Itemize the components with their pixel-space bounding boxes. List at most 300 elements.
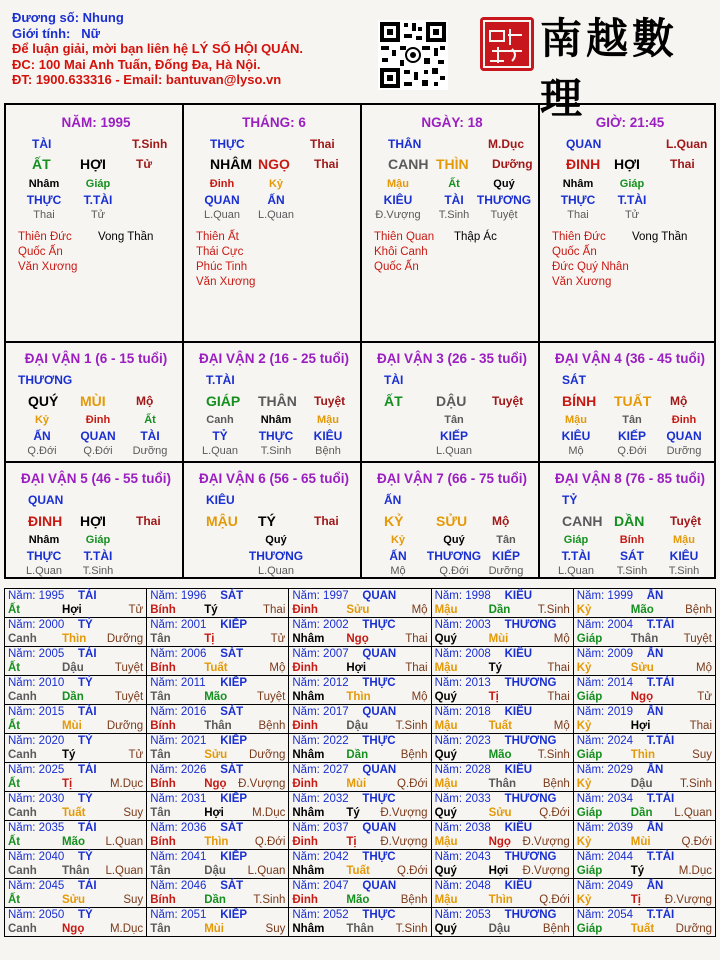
annual-cell (289, 792, 431, 821)
annual-stem: Đinh (292, 836, 318, 848)
annual-stem: Nhâm (292, 691, 325, 703)
annual-stage: Đ.Vượng (664, 894, 712, 906)
decade-hidden-god: ẤN (33, 429, 51, 443)
annual-year: Năm: 2031 (150, 793, 207, 805)
pillar-hidden-stage: Tuyệt (490, 209, 518, 221)
annual-stem: Canh (8, 923, 37, 935)
annual-cell (573, 618, 715, 647)
annual-branch: Tý (488, 662, 502, 674)
annual-stem: Tân (150, 807, 171, 819)
annual-year: Năm: 2022 (292, 735, 349, 747)
annual-year: Năm: 2040 (8, 851, 65, 863)
annual-stage: Q.Đới (254, 836, 286, 848)
annual-stem: Ất (8, 720, 21, 732)
annual-cell (573, 647, 715, 676)
annual-stage: L.Quan (105, 836, 144, 848)
decade-hidden-stem: Đinh (671, 414, 697, 426)
annual-year: Năm: 2009 (576, 648, 634, 660)
annual-ten-god: ẤN (646, 764, 664, 776)
pillar-hidden-stage: L.Quan (203, 209, 241, 221)
annual-stage: Dưỡng (106, 720, 144, 732)
decade-branch: DẦN (614, 513, 645, 529)
pillar-hidden-god: THỰC (26, 193, 62, 207)
annual-branch: Sửu (346, 604, 370, 616)
decade-hidden-god: KIẾP (491, 549, 521, 563)
annual-branch: Hợi (62, 604, 82, 616)
annual-branch: Thân (62, 865, 90, 877)
annual-stem: Nhâm (292, 865, 325, 877)
annual-stem: Quý (434, 807, 457, 819)
decade-hidden-stem: Tân (496, 534, 516, 546)
annual-stage: Mộ (269, 662, 286, 674)
annual-stem: Bính (150, 778, 176, 790)
decade-stem: ĐINH (28, 513, 63, 529)
annual-stage: M.Dục (109, 778, 144, 790)
decade-hidden-stem: Quý (443, 534, 465, 546)
annual-stem: Kỷ (576, 836, 592, 848)
annual-stage: Mộ (553, 720, 570, 732)
annual-ten-god: SÁT (220, 648, 244, 660)
annual-cell (5, 821, 147, 850)
annual-stem: Mậu (434, 604, 458, 616)
annual-branch: Tị (488, 691, 499, 703)
annual-branch: Thân (346, 923, 374, 935)
decade-title: ĐẠI VẬN 6 (56 - 65 tuổi) (198, 471, 350, 486)
annual-stage: Tuyệt (114, 691, 144, 703)
decade-hidden-stage: Bệnh (315, 445, 341, 457)
annual-cell (431, 589, 573, 618)
annual-row (5, 879, 716, 908)
pillar-hidden-stage: Thai (33, 209, 55, 221)
annual-year: Năm: 2037 (292, 822, 349, 834)
decade-stage: Tuyệt (492, 394, 524, 408)
decade-hidden-stage: L.Quan (257, 565, 295, 577)
pillar-star: Thiên Đức (18, 231, 72, 243)
annual-cell (289, 647, 431, 676)
annual-ten-god: THƯƠNG (504, 851, 557, 863)
annual-stem: Quý (434, 923, 457, 935)
annual-stem: Mậu (434, 894, 458, 906)
annual-stage: Dưỡng (675, 923, 712, 935)
pillar-stem: NHÂM (210, 156, 252, 172)
annual-ten-god: T.TÀI (646, 851, 675, 863)
annual-ten-god: THƯƠNG (504, 793, 557, 805)
annual-cell (147, 821, 289, 850)
brand-logo: 南越數理 (540, 14, 679, 123)
pillar-hidden-stem: Nhâm (28, 178, 60, 190)
annual-stage: Đ.Vượng (238, 778, 286, 790)
annual-stage: T.Sinh (537, 604, 570, 616)
pillar-title: NGÀY: 18 (421, 115, 483, 130)
annual-stage: Đ.Vượng (522, 865, 570, 877)
annual-year: Năm: 2006 (150, 648, 207, 660)
pillar-hidden-god: THỰC (560, 193, 596, 207)
decade-branch: DẬU (436, 393, 467, 409)
pillar-hidden-stage: Tử (624, 209, 640, 221)
annual-year: Năm: 2019 (576, 706, 634, 718)
annual-stem: Giáp (576, 923, 603, 935)
annual-year: Năm: 2032 (292, 793, 349, 805)
annual-year: Năm: 2025 (8, 764, 65, 776)
pillar-hidden-god: T.TÀI (617, 193, 647, 207)
annual-cell (5, 589, 147, 618)
annual-branch: Tý (204, 604, 218, 616)
annual-year: Năm: 2008 (434, 648, 491, 660)
annual-ten-god: KIẾP (220, 677, 248, 689)
decade-stage: Thai (136, 514, 161, 528)
annual-ten-god: TỶ (78, 619, 93, 631)
decade-hidden-stem: Canh (206, 414, 234, 426)
annual-branch: Ngọ (488, 836, 511, 848)
decade-hidden-god: KIÊU (669, 549, 699, 563)
decade-ten-god: T.TÀI (206, 373, 235, 387)
pillar-star: Thập Ác (454, 231, 497, 243)
annual-stage: T.Sinh (537, 749, 570, 761)
annual-stem: Bính (150, 662, 176, 674)
annual-stem: Tân (150, 691, 171, 703)
annual-stage: Tuyệt (683, 633, 712, 645)
annual-stem: Quý (434, 633, 457, 645)
decade-stage: Mộ (670, 394, 688, 408)
annual-row (5, 821, 716, 850)
annual-stem: Mậu (434, 662, 458, 674)
annual-cell (431, 734, 573, 763)
pillar-ten-god: THỰC (210, 137, 245, 151)
annual-cell (5, 647, 147, 676)
annual-ten-god: SÁT (220, 822, 244, 834)
pillar-stage: Thai (670, 157, 695, 171)
pillar-star: Phúc Tinh (196, 261, 248, 273)
decade-branch: SỬU (436, 513, 468, 529)
annual-ten-god: ẤN (646, 880, 664, 892)
pillar-hidden-god: ẤN (267, 193, 285, 207)
annual-stage: Thai (689, 720, 712, 732)
annual-branch: Thìn (62, 633, 87, 645)
owner-name: Đương số: Nhung (12, 10, 124, 25)
pillar-hidden-stem: Mậu (387, 178, 409, 190)
annual-cell (431, 792, 573, 821)
annual-branch: Dần (488, 604, 511, 616)
annual-cell (5, 676, 147, 705)
annual-branch: Thìn (488, 894, 513, 906)
pillar-hidden-god: KIÊU (383, 193, 413, 207)
annual-cell (573, 908, 715, 937)
annual-branch: Sửu (488, 807, 512, 819)
annual-stage: T.Sinh (253, 894, 286, 906)
annual-ten-god: TÀI (78, 590, 97, 602)
annual-cell (431, 676, 573, 705)
annual-stem: Bính (150, 836, 176, 848)
decade-hidden-god: KIÊU (313, 429, 343, 443)
annual-stem: Ất (8, 894, 21, 906)
annual-luck-table (4, 588, 716, 937)
decade-hidden-god: THỰC (26, 549, 62, 563)
annual-stage: Q.Đới (681, 836, 712, 848)
annual-year: Năm: 2002 (292, 619, 349, 631)
annual-ten-god: QUAN (362, 648, 397, 660)
decade-hidden-stem: Kỷ (34, 414, 50, 426)
annual-cell (147, 850, 289, 879)
annual-year: Năm: 2048 (434, 880, 491, 892)
annual-stage: Thai (405, 633, 428, 645)
contact-address: ĐC: 100 Mai Anh Tuấn, Đống Đa, Hà Nội. (12, 56, 261, 72)
annual-cell (431, 850, 573, 879)
annual-cell (147, 647, 289, 676)
decade-title: ĐẠI VẬN 4 (36 - 45 tuổi) (554, 351, 706, 366)
pillar-ten-god: TÀI (32, 137, 52, 151)
annual-branch: Mão (346, 894, 370, 906)
pillar-stem: ĐINH (566, 156, 601, 172)
annual-stage: T.Sinh (395, 923, 428, 935)
annual-year: Năm: 2014 (576, 677, 634, 689)
annual-year: Năm: 1996 (150, 590, 207, 602)
pillar-branch: THÌN (436, 156, 469, 172)
annual-stage: L.Quan (674, 807, 712, 819)
pillar-hidden-stage: Đ.Vượng (375, 209, 421, 221)
annual-branch: Tuất (62, 807, 86, 819)
annual-row (5, 908, 716, 937)
annual-year: Năm: 2052 (292, 909, 349, 921)
decade-hidden-stage: Dưỡng (666, 445, 702, 457)
annual-year: Năm: 2043 (434, 851, 491, 863)
decade-hidden-god: T.TÀI (83, 549, 113, 563)
pillar-branch: HỢI (80, 156, 106, 172)
annual-branch: Mùi (630, 836, 651, 848)
annual-row (5, 792, 716, 821)
annual-ten-god: TÀI (78, 706, 97, 718)
annual-ten-god: THỰC (362, 851, 396, 863)
pillar-hidden-god: THƯƠNG (476, 193, 532, 207)
annual-stage: Q.Đới (539, 807, 570, 819)
annual-stage: Đ.Vượng (522, 836, 570, 848)
annual-row (5, 618, 716, 647)
annual-ten-god: TỶ (78, 851, 93, 863)
annual-ten-god: THƯƠNG (504, 677, 557, 689)
annual-stage: Suy (123, 807, 144, 819)
annual-branch: Dần (630, 807, 653, 819)
pillar-hidden-stem: Nhâm (562, 178, 594, 190)
decade-hidden-stem: Giáp (85, 534, 111, 546)
annual-stage: Đ.Vượng (380, 836, 428, 848)
annual-stage: Tử (128, 604, 144, 616)
pillar-star: Văn Xương (18, 261, 78, 273)
pillar-hidden-god: T.TÀI (83, 193, 113, 207)
annual-ten-god: QUAN (362, 590, 397, 602)
decade-ten-god: TỶ (562, 493, 578, 507)
pillar-ten-god-right: Thai (310, 137, 335, 151)
annual-ten-god: ẤN (646, 648, 664, 660)
annual-ten-god: T.TÀI (646, 909, 675, 921)
annual-year: Năm: 1999 (576, 590, 634, 602)
pillar-star: Văn Xương (552, 276, 612, 288)
decade-stem: MẬU (206, 513, 238, 529)
decade-hidden-god: KIÊU (561, 429, 591, 443)
seal-icon (480, 17, 534, 71)
decade-hidden-stage: Q.Đới (83, 445, 113, 457)
annual-year: Năm: 2036 (150, 822, 207, 834)
annual-stage: L.Quan (247, 865, 286, 877)
pillar-star: Đức Quý Nhân (552, 261, 629, 273)
gender-row (12, 26, 303, 42)
annual-year: Năm: 2015 (8, 706, 65, 718)
annual-stage: Suy (123, 894, 144, 906)
grid-divider (6, 461, 714, 463)
annual-stage: Suy (265, 923, 286, 935)
annual-branch: Hợi (630, 720, 651, 732)
annual-stage: T.Sinh (395, 720, 428, 732)
decade-hidden-god: KIẾP (439, 429, 469, 443)
annual-cell (5, 734, 147, 763)
annual-ten-god: SÁT (220, 880, 244, 892)
chart-grid (4, 103, 716, 579)
annual-year: Năm: 2001 (150, 619, 207, 631)
annual-stage: Q.Đới (397, 778, 428, 790)
annual-cell (431, 647, 573, 676)
decade-hidden-god: QUAN (666, 429, 702, 443)
annual-branch: Dần (346, 749, 369, 761)
grid-divider (6, 341, 714, 343)
annual-branch: Hợi (488, 865, 509, 877)
pillar-ten-god-right: L.Quan (666, 137, 708, 151)
annual-branch: Mùi (346, 778, 367, 790)
decade-hidden-stage: T.Sinh (668, 565, 700, 577)
annual-ten-god: ẤN (646, 706, 664, 718)
annual-ten-god: THƯƠNG (504, 619, 557, 631)
decade-hidden-god: ẤN (389, 549, 407, 563)
annual-year: Năm: 2026 (150, 764, 207, 776)
annual-cell (289, 618, 431, 647)
annual-stage: Thai (547, 662, 570, 674)
decade-hidden-stem: Tân (622, 414, 642, 426)
annual-ten-god: KIẾP (220, 619, 248, 631)
decade-stem: CANH (562, 513, 603, 529)
annual-stage: Bệnh (258, 720, 286, 732)
annual-year: Năm: 2047 (292, 880, 349, 892)
annual-branch: Dậu (346, 720, 369, 732)
decade-hidden-stem: Mậu (565, 414, 587, 426)
decade-hidden-stem: Nhâm (260, 414, 292, 426)
annual-cell (5, 879, 147, 908)
annual-ten-god: SÁT (220, 590, 244, 602)
annual-branch: Sửu (204, 749, 228, 761)
decade-hidden-stem: Quý (265, 534, 287, 546)
annual-stem: Quý (434, 749, 457, 761)
annual-ten-god: QUAN (362, 880, 397, 892)
annual-ten-god: TỶ (78, 793, 93, 805)
decade-branch: TÝ (258, 513, 276, 529)
annual-year: Năm: 2049 (576, 880, 634, 892)
annual-year: Năm: 1997 (292, 590, 349, 602)
decade-hidden-stage: L.Quan (201, 445, 239, 457)
annual-branch: Thân (488, 778, 517, 790)
decade-hidden-god: T.TÀI (561, 549, 591, 563)
annual-stem: Canh (8, 691, 37, 703)
annual-cell (431, 618, 573, 647)
decade-hidden-stage: T.Sinh (82, 565, 114, 577)
annual-stem: Quý (434, 691, 457, 703)
annual-branch: Dậu (204, 865, 226, 877)
annual-ten-god: SÁT (220, 706, 244, 718)
pillar-star: Vong Thần (98, 231, 154, 243)
annual-stem: Bính (150, 720, 176, 732)
annual-year: Năm: 2021 (150, 735, 207, 747)
annual-cell (5, 792, 147, 821)
annual-cell (147, 908, 289, 937)
annual-stage: Bệnh (542, 923, 570, 935)
annual-stem: Tân (150, 749, 171, 761)
annual-ten-god: TÀI (78, 880, 97, 892)
annual-ten-god: TÀI (78, 822, 97, 834)
annual-ten-god: THỰC (362, 619, 396, 631)
annual-stem: Đinh (292, 778, 318, 790)
annual-ten-god: T.TÀI (646, 735, 675, 747)
decade-hidden-stage: Q.Đới (439, 565, 469, 577)
annual-row (5, 763, 716, 792)
annual-stem: Canh (8, 807, 37, 819)
pillar-hidden-stage: Thai (567, 209, 589, 221)
annual-stage: Mộ (696, 662, 712, 674)
annual-row (5, 850, 716, 879)
decade-stage: Mộ (136, 394, 154, 408)
annual-cell (431, 705, 573, 734)
pillar-stage: Tử (136, 157, 153, 171)
annual-stage: Bệnh (400, 749, 428, 761)
annual-branch: Thân (204, 720, 232, 732)
annual-year: Năm: 2050 (8, 909, 65, 921)
gender-label: Giới tính: (12, 25, 71, 41)
annual-stem: Giáp (576, 807, 603, 819)
annual-branch: Thân (630, 633, 659, 645)
pillar-star: Vong Thần (632, 231, 688, 243)
annual-stem: Tân (150, 633, 171, 645)
annual-branch: Mùi (62, 720, 82, 732)
annual-cell (289, 676, 431, 705)
annual-branch: Dậu (630, 778, 653, 790)
annual-branch: Tuất (204, 662, 228, 674)
pillar-hidden-stem: Kỷ (268, 178, 284, 190)
decade-hidden-stage: T.Sinh (260, 445, 292, 457)
annual-branch: Tuất (630, 923, 655, 935)
annual-branch: Tị (346, 836, 357, 848)
owner-info (12, 10, 303, 88)
decade-title: ĐẠI VẬN 5 (46 - 55 tuổi) (20, 471, 172, 486)
annual-stem: Kỷ (576, 720, 592, 732)
annual-stem: Ất (8, 778, 21, 790)
pillar-hidden-stem: Giáp (619, 178, 645, 190)
annual-stem: Đinh (292, 894, 318, 906)
annual-year: Năm: 2013 (434, 677, 491, 689)
annual-stem: Bính (150, 894, 176, 906)
pillar-ten-god: THÂN (388, 137, 422, 151)
annual-branch: Hợi (346, 662, 367, 674)
decade-hidden-stem: Đinh (85, 414, 111, 426)
annual-cell (147, 676, 289, 705)
annual-stem: Mậu (434, 720, 458, 732)
decade-title: ĐẠI VẬN 3 (26 - 35 tuổi) (376, 351, 528, 366)
annual-cell (5, 908, 147, 937)
annual-stem: Nhâm (292, 807, 325, 819)
annual-ten-god: T.TÀI (646, 677, 675, 689)
annual-stem: Kỷ (576, 894, 592, 906)
pillar-star: Quốc Ấn (374, 261, 419, 273)
decade-stem: ẤT (384, 393, 403, 409)
annual-cell (573, 821, 715, 850)
decade-ten-god: ẤN (384, 493, 402, 507)
annual-stem: Ất (8, 662, 21, 674)
decade-stem: KỶ (384, 513, 404, 529)
annual-cell (147, 763, 289, 792)
decade-hidden-stem: Giáp (563, 534, 589, 546)
